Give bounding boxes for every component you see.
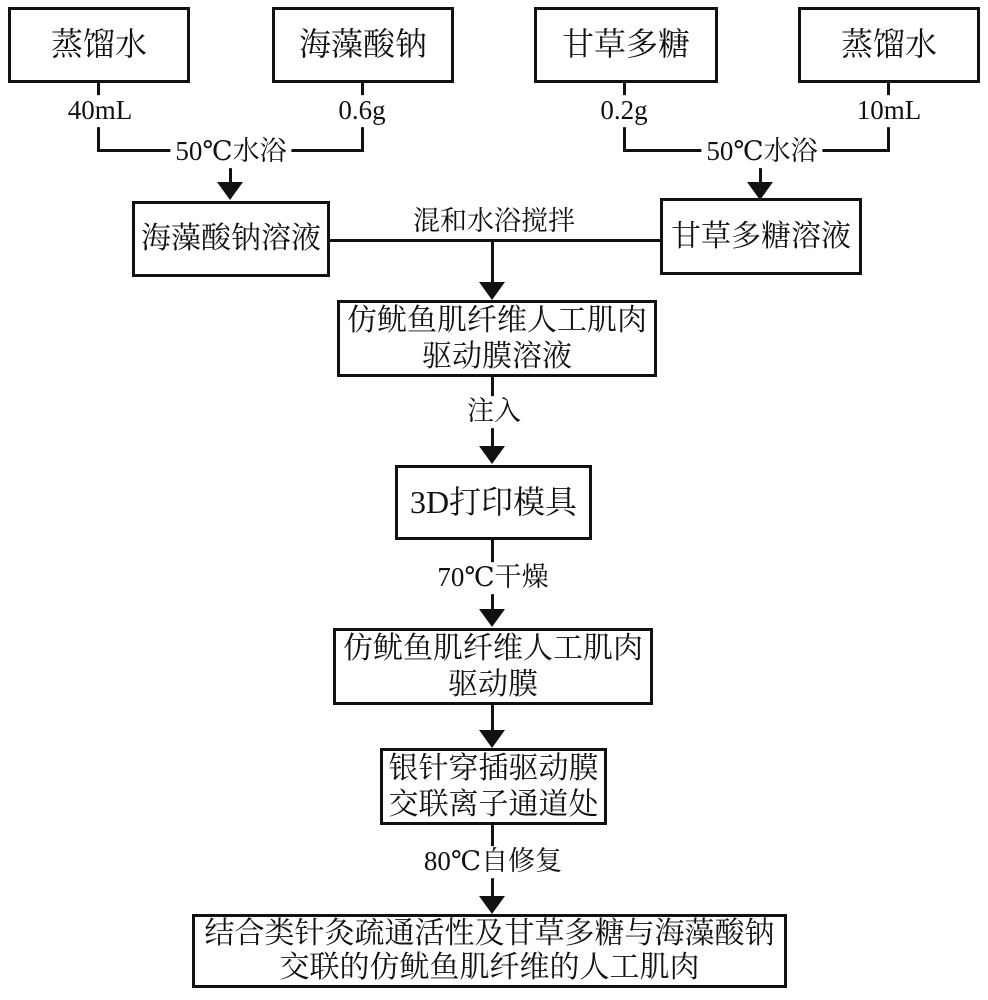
arrow-down-icon	[217, 182, 243, 200]
node-drive-film-solution-line1: 仿鱿鱼肌纤维人工肌肉	[347, 304, 647, 338]
node-distilled-water-right	[798, 7, 980, 83]
node-drive-film-line2: 驱动膜	[448, 667, 538, 701]
label-licorice-qty: 0.2g	[595, 95, 652, 127]
label-self-heal: 80℃自修复	[419, 846, 567, 878]
node-final-product-line1: 结合类针灸疏通活性及甘草多糖与海藻酸钠	[204, 916, 775, 950]
node-licorice-polysaccharide	[534, 7, 718, 83]
node-final-product	[192, 914, 787, 988]
node-drive-film	[333, 628, 653, 705]
node-licorice-polysaccharide-solution-label: 甘草多糖溶液	[671, 219, 851, 253]
label-inject: 注入	[462, 396, 526, 428]
node-sodium-alginate-label: 海藻酸钠	[298, 26, 427, 63]
label-water-right-qty: 10mL	[852, 95, 927, 127]
label-water-bath-left: 50℃水浴	[170, 136, 291, 168]
arrow-down-icon	[479, 282, 505, 300]
node-3d-printed-mold	[395, 465, 592, 540]
connector-needle	[491, 705, 494, 730]
node-distilled-water-left-label: 蒸馏水	[50, 26, 147, 63]
arrow-down-icon	[479, 609, 505, 627]
arrow-down-icon	[479, 896, 505, 914]
label-water-bath-right: 50℃水浴	[701, 136, 822, 168]
node-silver-needle	[380, 748, 607, 825]
node-3d-printed-mold-label: 3D打印模具	[409, 483, 578, 520]
node-drive-film-line1: 仿鱿鱼肌纤维人工肌肉	[343, 632, 643, 666]
node-silver-needle-line2: 交联离子通道处	[388, 787, 599, 821]
label-mix-stir: 混和水浴搅拌	[413, 206, 575, 237]
node-drive-film-solution	[337, 300, 657, 377]
node-distilled-water-left	[8, 7, 190, 83]
node-licorice-polysaccharide-solution	[660, 198, 862, 275]
node-sodium-alginate-solution	[132, 201, 330, 277]
arrow-down-icon	[479, 446, 505, 464]
node-sodium-alginate-solution-label: 海藻酸钠溶液	[141, 222, 321, 256]
node-final-product-line2: 交联的仿鱿鱼肌纤维的人工肌肉	[279, 951, 700, 984]
mix-rail	[330, 239, 660, 242]
node-licorice-polysaccharide-label: 甘草多糖	[561, 26, 690, 63]
node-drive-film-solution-line2: 驱动膜溶液	[422, 339, 572, 373]
node-silver-needle-line1: 银针穿插驱动膜	[388, 752, 599, 786]
node-distilled-water-right-label: 蒸馏水	[840, 26, 937, 63]
label-alginate-qty: 0.6g	[333, 95, 390, 127]
label-dry: 70℃干燥	[432, 562, 553, 594]
arrow-down-icon	[479, 730, 505, 748]
connector-mix-drop	[491, 242, 494, 282]
label-water-left-qty: 40mL	[63, 95, 138, 127]
node-sodium-alginate	[272, 7, 454, 83]
